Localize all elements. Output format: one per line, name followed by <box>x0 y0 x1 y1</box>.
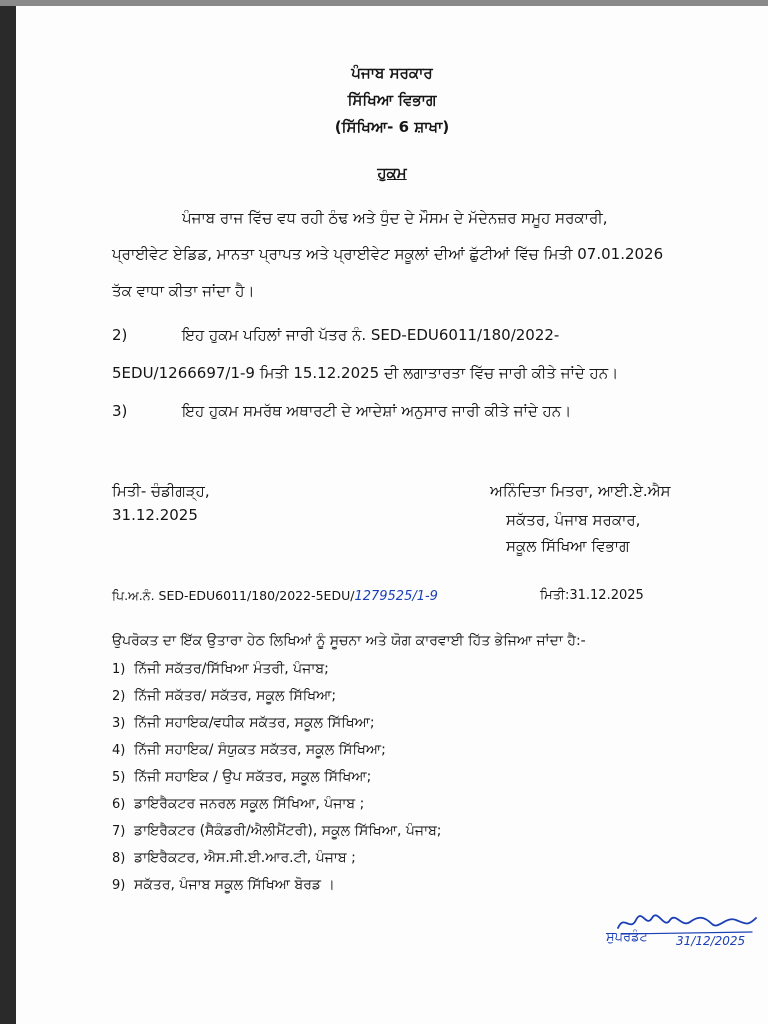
recipient-item: ਨਿੱਜੀ ਸਹਾਇਕ/ਵਧੀਕ ਸਕੱਤਰ, ਸਕੂਲ ਸਿੱਖਿਆ; <box>134 715 375 731</box>
header-department: ਸਿੱਖਿਆ ਵਿਭਾਗ <box>347 91 437 109</box>
recipient-item: ਨਿੱਜੀ ਸਕੱਤਰ/ਸਿੱਖਿਆ ਮੰਤਰੀ, ਪੰਜਾਬ; <box>134 661 329 677</box>
endorsement-date: ਮਿਤੀ:31.12.2025 <box>540 588 644 603</box>
endorsement-intro: ਉਪਰੋਕਤ ਦਾ ਇੱਕ ਉਤਾਰਾ ਹੇਠ ਲਿਖਿਆਂ ਨੂੰ ਸੂਚਨਾ ਅਤੇ ਯੋਗ ਕਾਰਵਾਈ ਹਿੱਤ ਭੇਜਿਆ ਜਾਂਦਾ ਹੈ:- <box>112 633 586 649</box>
header-branch: (ਸਿੱਖਿਆ- 6 ਸ਼ਾਖਾ) <box>334 118 450 136</box>
para3-line1: ਇਹ ਹੁਕਮ ਸਮਰੱਥ ਅਥਾਰਟੀ ਦੇ ਆਦੇਸ਼ਾਂ ਅਨੁਸਾਰ ਜਾਰੀ ਕੀਤੇ ਜਾਂਦੇ ਹਨ। <box>182 402 572 420</box>
recipient-number: 4) <box>112 743 126 758</box>
endorsement-ref-prefix: ਪਿ.ਅ.ਨੰ. SED-EDU6011/180/2022-5EDU/ <box>112 588 355 603</box>
recipient-item: ਡਾਇਰੈਕਟਰ ਜਨਰਲ ਸਕੂਲ ਸਿੱਖਿਆ, ਪੰਜਾਬ ; <box>134 796 365 812</box>
recipient-item: ਨਿੱਜੀ ਸਹਾਇਕ/ ਸੰਯੁਕਤ ਸਕੱਤਰ, ਸਕੂਲ ਸਿੱਖਿਆ; <box>134 742 386 758</box>
para2-line1: ਇਹ ਹੁਕਮ ਪਹਿਲਾਂ ਜਾਰੀ ਪੱਤਰ ਨੰ. SED-EDU6011/180/2022- <box>182 326 560 344</box>
recipient-item: ਡਾਇਰੈਕਟਰ (ਸੈਕੰਡਰੀ/ਐਲੀਮੈਂਟਰੀ), ਸਕੂਲ ਸਿੱਖਿਆ, ਪੰਜਾਬ; <box>134 823 442 839</box>
recipient-item: ਡਾਇਰੈਕਟਰ, ਐਸ.ਸੀ.ਈ.ਆਰ.ਟੀ, ਪੰਜਾਬ ; <box>134 850 356 866</box>
document-page <box>16 6 768 1024</box>
endorsement-ref-handwritten: 1279525/1-9 <box>354 589 438 604</box>
recipient-number: 1) <box>112 662 126 677</box>
superintendent-designation: ਸੁਪਰਡੰਟ <box>606 930 648 945</box>
scan-edge-left <box>0 0 16 1024</box>
recipient-number: 8) <box>112 851 126 866</box>
header-government: ਪੰਜਾਬ ਸਰਕਾਰ <box>351 64 433 82</box>
para2-line2: 5EDU/1266697/1-9 ਮਿਤੀ 15.12.2025 ਦੀ ਲਗਾਤਾਰਤਾ ਵਿੱਚ ਜਾਰੀ ਕੀਤੇ ਜਾਂਦੇ ਹਨ। <box>112 364 619 382</box>
order-title: ਹੁਕਮ <box>377 164 407 182</box>
para2-number: 2) <box>112 326 128 344</box>
recipient-number: 2) <box>112 689 126 704</box>
para1-line1: ਪੰਜਾਬ ਰਾਜ ਵਿੱਚ ਵਧ ਰਹੀ ਠੰਢ ਅਤੇ ਧੁੰਦ ਦੇ ਮੌਸਮ ਦੇ ਮੱਦੇਨਜ਼ਰ ਸਮੂਹ ਸਰਕਾਰੀ, <box>182 209 608 227</box>
recipient-number: 5) <box>112 770 126 785</box>
recipient-number: 9) <box>112 878 126 893</box>
recipient-item: ਨਿੱਜੀ ਸਹਾਇਕ / ਉਪ ਸਕੱਤਰ, ਸਕੂਲ ਸਿੱਖਿਆ; <box>134 769 372 785</box>
signatory-name: ਅਨਿੰਦਿਤਾ ਮਿਤਰਾ, ਆਈ.ਏ.ਐਸ <box>490 482 671 500</box>
signatory-department: ਸਕੂਲ ਸਿੱਖਿਆ ਵਿਭਾਗ <box>506 537 630 555</box>
recipient-number: 3) <box>112 716 126 731</box>
recipient-number: 6) <box>112 797 126 812</box>
issue-place: ਮਿਤੀ- ਚੰਡੀਗੜ੍ਹ, <box>112 482 210 500</box>
issue-date: 31.12.2025 <box>112 506 198 524</box>
recipient-number: 7) <box>112 824 126 839</box>
para3-number: 3) <box>112 402 128 420</box>
recipient-item: ਸਕੱਤਰ, ਪੰਜਾਬ ਸਕੂਲ ਸਿੱਖਿਆ ਬੋਰਡ । <box>134 877 335 893</box>
endorsement-reference <box>112 588 438 604</box>
para1-line2: ਪ੍ਰਾਈਵੇਟ ਏਡਿਡ, ਮਾਨਤਾ ਪ੍ਰਾਪਤ ਅਤੇ ਪ੍ਰਾਈਵੇਟ ਸਕੂਲਾਂ ਦੀਆਂ ਛੁੱਟੀਆਂ ਵਿੱਚ ਮਿਤੀ 07.01.2026 <box>112 245 664 263</box>
recipient-item: ਨਿੱਜੀ ਸਕੱਤਰ/ ਸਕੱਤਰ, ਸਕੂਲ ਸਿੱਖਿਆ; <box>134 688 337 704</box>
signatory-designation: ਸਕੱਤਰ, ਪੰਜਾਬ ਸਰਕਾਰ, <box>506 511 641 529</box>
para1-line3: ਤੱਕ ਵਾਧਾ ਕੀਤਾ ਜਾਂਦਾ ਹੈ। <box>112 282 255 300</box>
superintendent-date: 31/12/2025 <box>676 934 746 948</box>
